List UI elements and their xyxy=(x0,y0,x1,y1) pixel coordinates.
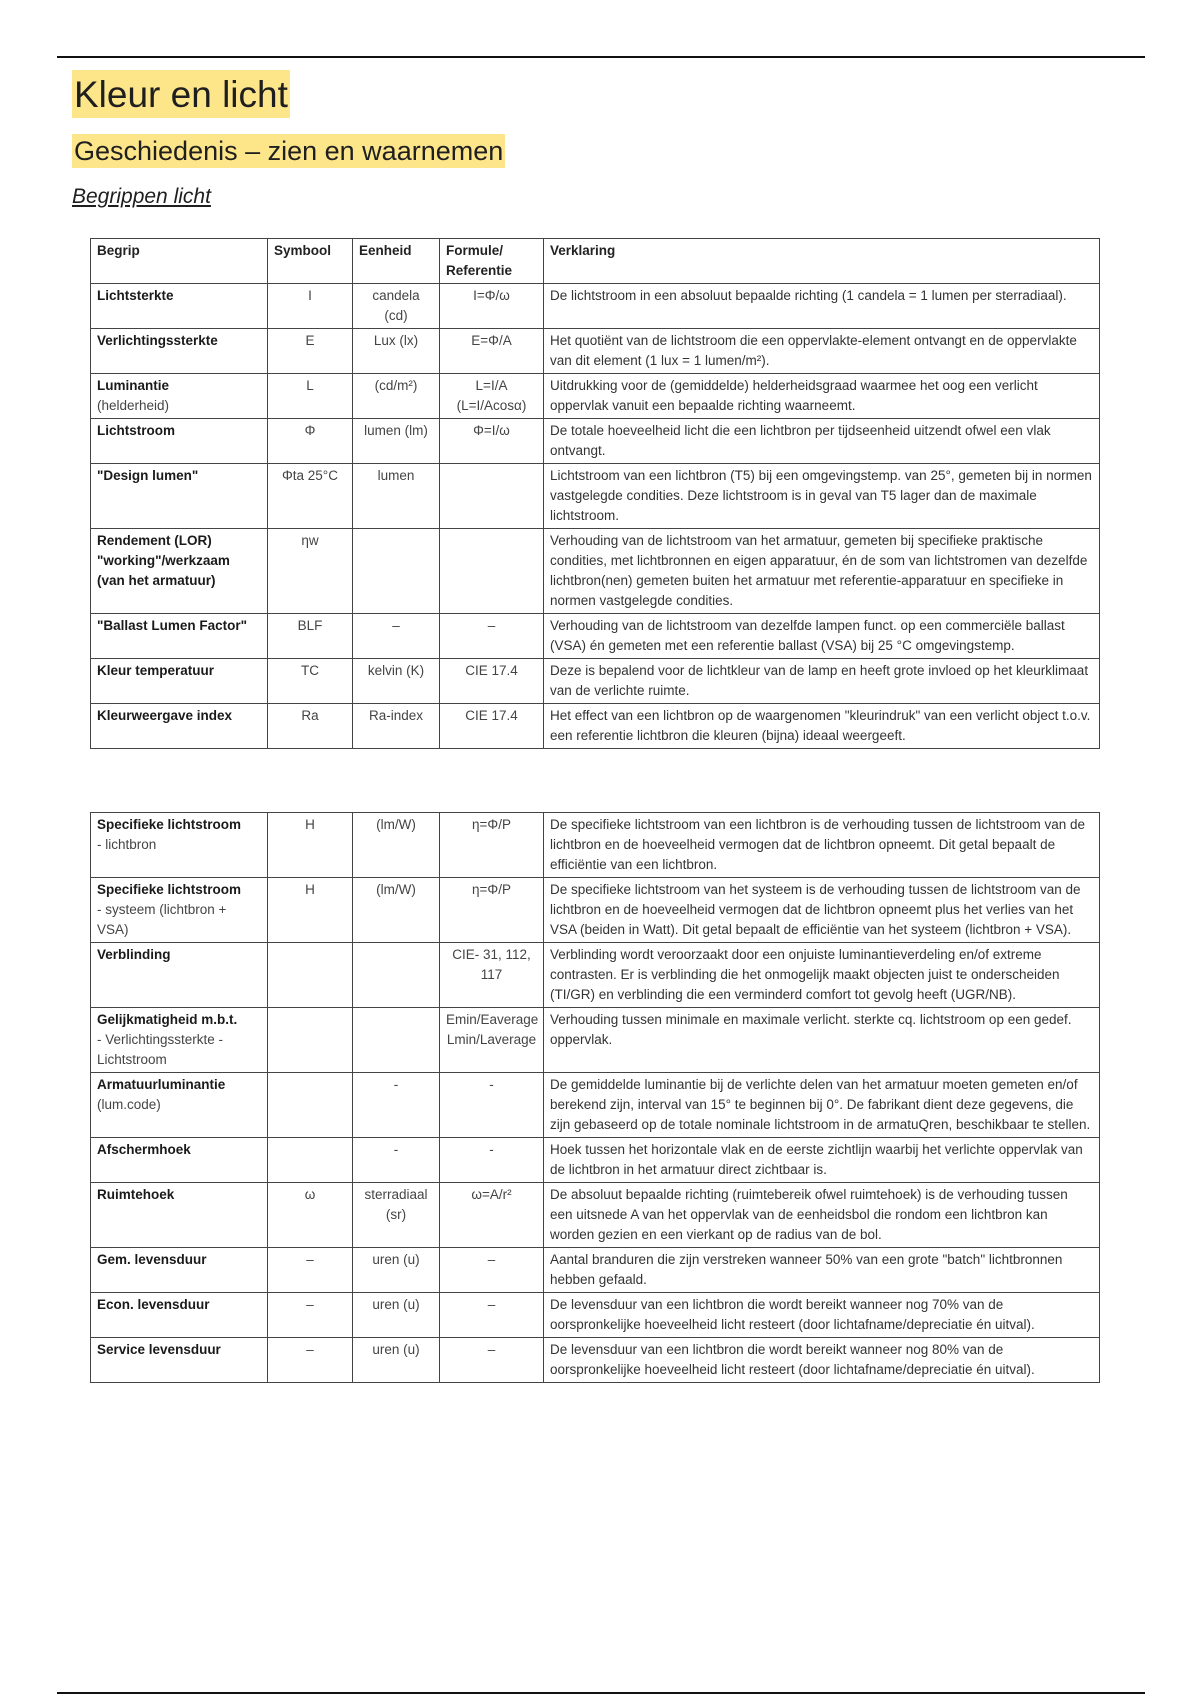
formula-cell: CIE 17.4 xyxy=(440,659,544,704)
symbol-cell: I xyxy=(268,284,353,329)
explanation-cell: De absoluut bepaalde richting (ruimtebereik ofwel ruimtehoek) is de verhouding tussen een uitsnede A van het oppervlak van de eenheidsbol die rondom een lichtbron kan worden gezien en een vierkant op de radius van de bol. xyxy=(544,1183,1100,1248)
header-symbool: Symbool xyxy=(268,239,353,284)
table-body-1 xyxy=(91,284,1100,749)
formula-cell: – xyxy=(440,1248,544,1293)
table-row xyxy=(91,704,1100,749)
formula-cell xyxy=(440,464,544,529)
unit-cell: sterradiaal (sr) xyxy=(353,1183,440,1248)
section-heading: Geschiedenis – zien en waarnemen xyxy=(74,136,504,166)
symbol-cell xyxy=(268,1008,353,1073)
term-name: Verlichtingssterkte xyxy=(97,333,218,348)
term-name: Afschermhoek xyxy=(97,1142,191,1157)
unit-cell xyxy=(353,529,440,614)
formula-cell: - xyxy=(440,1138,544,1183)
explanation-cell: De specifieke lichtstroom van een lichtbron is de verhouding tussen de lichtstroom van de lichtbron en de hoeveelheid vermogen dat de lichtbron opneemt. Dit getal bepaalt de efficiëntie van een lichtbron. xyxy=(544,813,1100,878)
table-row xyxy=(91,374,1100,419)
term-cell xyxy=(91,1183,268,1248)
symbol-cell: ηw xyxy=(268,529,353,614)
table-body-2 xyxy=(91,813,1100,1383)
symbol-cell: – xyxy=(268,1248,353,1293)
symbol-cell: TC xyxy=(268,659,353,704)
term-name: Service levensduur xyxy=(97,1342,221,1357)
term-subtext: - Verlichtingssterkte - Lichtstroom xyxy=(97,1032,224,1067)
explanation-cell: Lichtstroom van een lichtbron (T5) bij een omgevingstemp. van 25°, gemeten bij in normen vastgelegde condities. Deze lichtstroom is in geval van T5 lager dan de maximale lichtstroom. xyxy=(544,464,1100,529)
term-cell xyxy=(91,329,268,374)
table-row xyxy=(91,614,1100,659)
table-row xyxy=(91,1248,1100,1293)
explanation-cell: De gemiddelde luminantie bij de verlichte delen van het armatuur moeten gemeten en/of berekend zijn, interval van 15° te beginnen bij 0°. De fabrikant dient deze gegevens, die zijn gebaseerd op de totale nominale lichtstroom in de armatuQren, beschikbaar te stellen. xyxy=(544,1073,1100,1138)
explanation-cell: Het effect van een lichtbron op de waargenomen "kleurindruk" van een verlicht object t.o.v. een referentie lichtbron die kleuren (bijna) ideaal weergeeft. xyxy=(544,704,1100,749)
explanation-cell: Aantal branduren die zijn verstreken wanneer 50% van een grote "batch" lichtbronnen hebben gefaald. xyxy=(544,1248,1100,1293)
unit-cell: - xyxy=(353,1138,440,1183)
symbol-cell xyxy=(268,943,353,1008)
term-cell xyxy=(91,1293,268,1338)
formula-cell: L=I/A (L=I/Acosα) xyxy=(440,374,544,419)
symbol-cell: E xyxy=(268,329,353,374)
table-header-row xyxy=(91,239,1100,284)
header-verklaring: Verklaring xyxy=(544,239,1100,284)
symbol-cell: ω xyxy=(268,1183,353,1248)
explanation-cell: Verhouding van de lichtstroom van dezelfde lampen funct. op een commerciële ballast (VSA) én gemeten met een referentie ballast (VSA) bij 25 °C omgevingstemp. xyxy=(544,614,1100,659)
symbol-cell: Φta 25°C xyxy=(268,464,353,529)
formula-cell: η=Φ/P xyxy=(440,813,544,878)
term-cell xyxy=(91,813,268,878)
explanation-cell: De specifieke lichtstroom van het systeem is de verhouding tussen de lichtstroom van de lichtbron en de hoeveelheid vermogen dat de lichtbron opneemt plus het verlies van het VSA (beiden in Watt). Dit getal bepaalt de efficiëntie van het systeem (lichtbron + VSA). xyxy=(544,878,1100,943)
term-cell xyxy=(91,419,268,464)
unit-cell: uren (u) xyxy=(353,1248,440,1293)
unit-cell: – xyxy=(353,614,440,659)
table-row xyxy=(91,1008,1100,1073)
term-name: Specifieke lichtstroom xyxy=(97,817,242,832)
table-row xyxy=(91,943,1100,1008)
term-name: Specifieke lichtstroom xyxy=(97,882,242,897)
formula-cell xyxy=(440,529,544,614)
table-row xyxy=(91,464,1100,529)
table-row xyxy=(91,659,1100,704)
unit-cell: kelvin (K) xyxy=(353,659,440,704)
symbol-cell: Φ xyxy=(268,419,353,464)
term-name: Ruimtehoek xyxy=(97,1187,175,1202)
explanation-cell: De levensduur van een lichtbron die wordt bereikt wanneer nog 80% van de oorspronkelijke hoeveelheid licht resteert (door lichtafname/depreciatie én uitval). xyxy=(544,1338,1100,1383)
table-row xyxy=(91,419,1100,464)
symbol-cell: H xyxy=(268,813,353,878)
term-subtext: (lum.code) xyxy=(97,1097,161,1112)
term-name: Gem. levensduur xyxy=(97,1252,207,1267)
explanation-cell: De levensduur van een lichtbron die wordt bereikt wanneer nog 70% van de oorspronkelijke hoeveelheid licht resteert (door lichtafname/depreciatie én uitval). xyxy=(544,1293,1100,1338)
term-cell xyxy=(91,878,268,943)
term-subtext: - systeem (lichtbron + VSA) xyxy=(97,902,227,937)
formula-cell: Φ=I/ω xyxy=(440,419,544,464)
explanation-cell: Verblinding wordt veroorzaakt door een onjuiste luminantieverdeling en/of extreme contrasten. Er is verblinding die het onmogelijk maakt objecten juist te onderscheiden (TI/GR) en verblinding die een verminderd comfort tot gevolg heeft (UGR/NB). xyxy=(544,943,1100,1008)
explanation-cell: Het quotiënt van de lichtstroom die een oppervlakte-element ontvangt en de oppervlakte van dit element (1 lux = 1 lumen/m²). xyxy=(544,329,1100,374)
table-row xyxy=(91,1073,1100,1138)
explanation-cell: Deze is bepalend voor de lichtkleur van de lamp en heeft grote invloed op het kleurklimaat van de verlichte ruimte. xyxy=(544,659,1100,704)
term-name: Luminantie xyxy=(97,378,170,393)
formula-cell: I=Φ/ω xyxy=(440,284,544,329)
table-row xyxy=(91,1138,1100,1183)
term-cell xyxy=(91,1008,268,1073)
term-cell xyxy=(91,1073,268,1138)
table-row xyxy=(91,284,1100,329)
table-row xyxy=(91,529,1100,614)
term-name: "Design lumen" xyxy=(97,468,199,483)
term-name: Armatuurluminantie xyxy=(97,1077,226,1092)
term-name: Lichtsterkte xyxy=(97,288,174,303)
term-cell xyxy=(91,1248,268,1293)
term-cell xyxy=(91,1138,268,1183)
unit-cell: candela (cd) xyxy=(353,284,440,329)
explanation-cell: De lichtstroom in een absoluut bepaalde richting (1 candela = 1 lumen per sterradiaal). xyxy=(544,284,1100,329)
explanation-cell: De totale hoeveelheid licht die een lichtbron per tijdseenheid uitzendt ofwel een vlak ontvangt. xyxy=(544,419,1100,464)
unit-cell: lumen (lm) xyxy=(353,419,440,464)
table-row xyxy=(91,329,1100,374)
formula-cell: – xyxy=(440,1293,544,1338)
terms-table-part-2 xyxy=(90,812,1100,1383)
header-formule: Formule/ Referentie xyxy=(440,239,544,284)
symbol-cell: H xyxy=(268,878,353,943)
symbol-cell: BLF xyxy=(268,614,353,659)
page-title: Kleur en licht xyxy=(72,70,290,118)
term-name: "Ballast Lumen Factor" xyxy=(97,618,248,633)
terms-table-part-1 xyxy=(90,238,1100,749)
explanation-cell: Uitdrukking voor de (gemiddelde) helderheidsgraad waarmee het oog een verlicht oppervlak vanuit een bepaalde richting waarneemt. xyxy=(544,374,1100,419)
term-cell xyxy=(91,464,268,529)
unit-cell xyxy=(353,1008,440,1073)
term-cell xyxy=(91,374,268,419)
symbol-cell: – xyxy=(268,1293,353,1338)
term-name: Lichtstroom xyxy=(97,423,176,438)
explanation-cell: Verhouding tussen minimale en maximale verlicht. sterkte cq. lichtstroom op een gedef. oppervlak. xyxy=(544,1008,1100,1073)
term-cell xyxy=(91,529,268,614)
bottom-rule xyxy=(57,1692,1145,1694)
unit-cell: (lm/W) xyxy=(353,878,440,943)
formula-cell: – xyxy=(440,614,544,659)
unit-cell: uren (u) xyxy=(353,1293,440,1338)
explanation-cell: Hoek tussen het horizontale vlak en de eerste zichtlijn waarbij het verlichte oppervlak van de lichtbron in het armatuur direct zichtbaar is. xyxy=(544,1138,1100,1183)
table-row xyxy=(91,1338,1100,1383)
table-row xyxy=(91,813,1100,878)
formula-cell: Emin/Eaverage Lmin/Laverage xyxy=(440,1008,544,1073)
formula-cell: - xyxy=(440,1073,544,1138)
term-name: Gelijkmatigheid m.b.t. xyxy=(97,1012,238,1027)
unit-cell: Ra-index xyxy=(353,704,440,749)
symbol-cell: – xyxy=(268,1338,353,1383)
table-row xyxy=(91,878,1100,943)
unit-cell: lumen xyxy=(353,464,440,529)
subsection-heading: Begrippen licht xyxy=(72,185,211,208)
symbol-cell: Ra xyxy=(268,704,353,749)
formula-cell: ω=A/r² xyxy=(440,1183,544,1248)
term-cell xyxy=(91,614,268,659)
top-rule xyxy=(57,56,1145,58)
formula-cell: η=Φ/P xyxy=(440,878,544,943)
symbol-cell xyxy=(268,1138,353,1183)
formula-cell: E=Φ/A xyxy=(440,329,544,374)
header-begrip: Begrip xyxy=(91,239,268,284)
term-name: Kleur temperatuur xyxy=(97,663,215,678)
symbol-cell xyxy=(268,1073,353,1138)
header-eenheid: Eenheid xyxy=(353,239,440,284)
term-subtext: - lichtbron xyxy=(97,837,157,852)
term-cell xyxy=(91,659,268,704)
term-cell xyxy=(91,943,268,1008)
formula-cell: – xyxy=(440,1338,544,1383)
formula-cell: CIE- 31, 112, 117 xyxy=(440,943,544,1008)
unit-cell: - xyxy=(353,1073,440,1138)
term-name: Verblinding xyxy=(97,947,171,962)
table-row xyxy=(91,1293,1100,1338)
term-cell xyxy=(91,284,268,329)
unit-cell: Lux (lx) xyxy=(353,329,440,374)
term-subtext: (helderheid) xyxy=(97,398,170,413)
unit-cell: (cd/m²) xyxy=(353,374,440,419)
term-name: Econ. levensduur xyxy=(97,1297,210,1312)
symbol-cell: L xyxy=(268,374,353,419)
term-cell xyxy=(91,1338,268,1383)
unit-cell xyxy=(353,943,440,1008)
table-row xyxy=(91,1183,1100,1248)
explanation-cell: Verhouding van de lichtstroom van het armatuur, gemeten bij specifieke praktische condities, met lichtbronnen en eigen apparatuur, én de som van lichtstromen van dezelfde lichtbron(nen) gemeten buiten het armatuur met referentie-apparatuur en specifieke in normen vastgelegde condities. xyxy=(544,529,1100,614)
term-name: Rendement (LOR) "working"/werkzaam (van het armatuur) xyxy=(97,533,230,588)
term-cell xyxy=(91,704,268,749)
unit-cell: uren (u) xyxy=(353,1338,440,1383)
term-name: Kleurweergave index xyxy=(97,708,233,723)
unit-cell: (lm/W) xyxy=(353,813,440,878)
formula-cell: CIE 17.4 xyxy=(440,704,544,749)
